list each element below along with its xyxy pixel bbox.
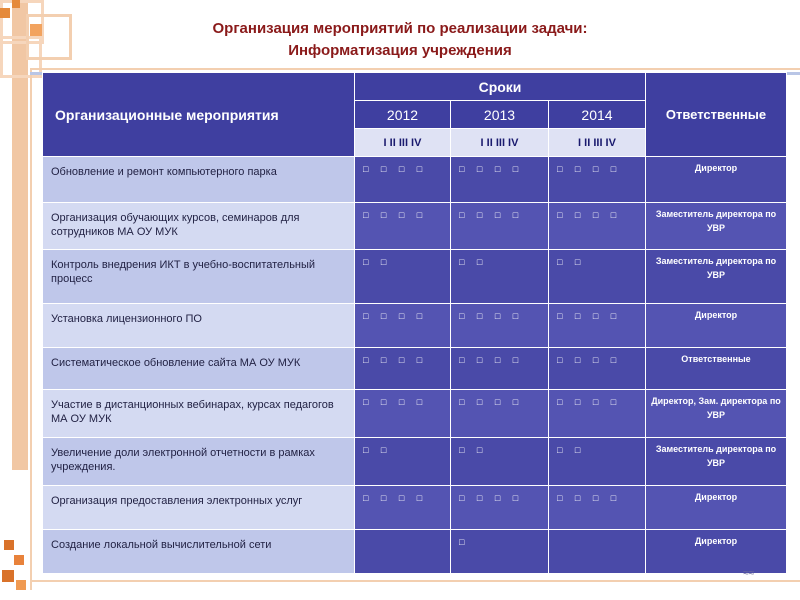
event-cell: Участие в дистанционных вебинарах, курсах педагогов МА ОУ МУК [43,390,355,438]
responsible-cell: Заместитель директора по УВР [646,203,787,250]
quarter-marks: □ □ □ □ [451,203,549,250]
quarter-marks: □ □ □ □ [549,348,646,390]
quarter-marks: □ □ □ □ [451,157,549,203]
events-table [42,72,787,574]
quarter-marks: □ □ □ □ [355,486,451,530]
decorative-square [12,0,20,8]
decorative-square [30,24,42,36]
table-row [43,304,787,348]
event-cell: Увеличение доли электронной отчетности в рамках учреждения. [43,438,355,486]
responsible-cell: Директор [646,157,787,203]
decorative-line [30,580,800,582]
decorative-square [4,540,14,550]
decorative-square [26,14,72,60]
event-cell: Систематическое обновление сайта МА ОУ МУК [43,348,355,390]
quarter-marks: □ □ [451,438,549,486]
responsible-cell: Заместитель директора по УВР [646,438,787,486]
responsible-cell: Директор [646,304,787,348]
quarter-marks [355,530,451,574]
event-cell: Организация обучающих курсов, семинаров для сотрудников МА ОУ МУК [43,203,355,250]
table-row [43,203,787,250]
decorative-square [2,570,14,582]
table-row [43,438,787,486]
quarter-marks: □ □ □ □ [549,203,646,250]
responsible-cell: Директор, Зам. директора по УВР [646,390,787,438]
quarter-marks: □ □ □ □ [451,390,549,438]
header-quarters: I II III IV [451,129,549,157]
table-row [43,486,787,530]
quarter-marks: □ □ □ □ [451,348,549,390]
table-row [43,530,787,574]
quarter-marks: □ □ □ □ [355,203,451,250]
header-year: 2013 [451,101,549,129]
header-quarters: I II III IV [355,129,451,157]
quarter-marks: □ □ □ □ [355,348,451,390]
quarter-marks: □ □ [451,250,549,304]
responsible-cell: Заместитель директора по УВР [646,250,787,304]
quarter-marks: □ □ [355,438,451,486]
responsible-cell: Директор [646,486,787,530]
decorative-line [30,70,32,590]
table-row [43,390,787,438]
quarter-marks: □ □ □ □ [355,390,451,438]
table-row [43,250,787,304]
quarter-marks: □ □ [549,250,646,304]
quarter-marks: □ □ □ □ [355,157,451,203]
header-year: 2014 [549,101,646,129]
table-row [43,348,787,390]
title-line-2: Информатизация учреждения [288,42,512,59]
header-terms: Сроки [355,73,646,101]
table-row [43,157,787,203]
header-events: Организационные мероприятия [43,73,355,157]
quarter-marks: □ □ [549,438,646,486]
event-cell: Организация предоставления электронных услуг [43,486,355,530]
quarter-marks [549,530,646,574]
quarter-marks: □ □ □ □ [549,304,646,348]
quarter-marks: □ □ □ □ [549,486,646,530]
event-cell: Контроль внедрения ИКТ в учебно-воспитательный процесс [43,250,355,304]
quarter-marks: □ □ □ □ [549,157,646,203]
quarter-marks: □ □ □ □ [549,390,646,438]
responsible-cell: Директор [646,530,787,574]
quarter-marks: □ □ □ □ [451,304,549,348]
event-cell: Создание локальной вычислительной сети [43,530,355,574]
responsible-cell: Ответственные [646,348,787,390]
event-cell: Установка лицензионного ПО [43,304,355,348]
decorative-square [16,580,26,590]
decorative-square [14,555,24,565]
quarter-marks: □ [451,530,549,574]
quarter-marks: □ □ [355,250,451,304]
header-quarters: I II III IV [549,129,646,157]
header-responsible: Ответственные [646,73,787,157]
logo-icon: ≈≈ [743,568,754,579]
header-year: 2012 [355,101,451,129]
page-title [100,18,700,62]
decorative-square [0,8,10,18]
quarter-marks: □ □ □ □ [451,486,549,530]
title-line-1: Организация мероприятий по реализации задачи: [212,20,588,37]
quarter-marks: □ □ □ □ [355,304,451,348]
event-cell: Обновление и ремонт компьютерного парка [43,157,355,203]
decorative-line [30,68,800,70]
